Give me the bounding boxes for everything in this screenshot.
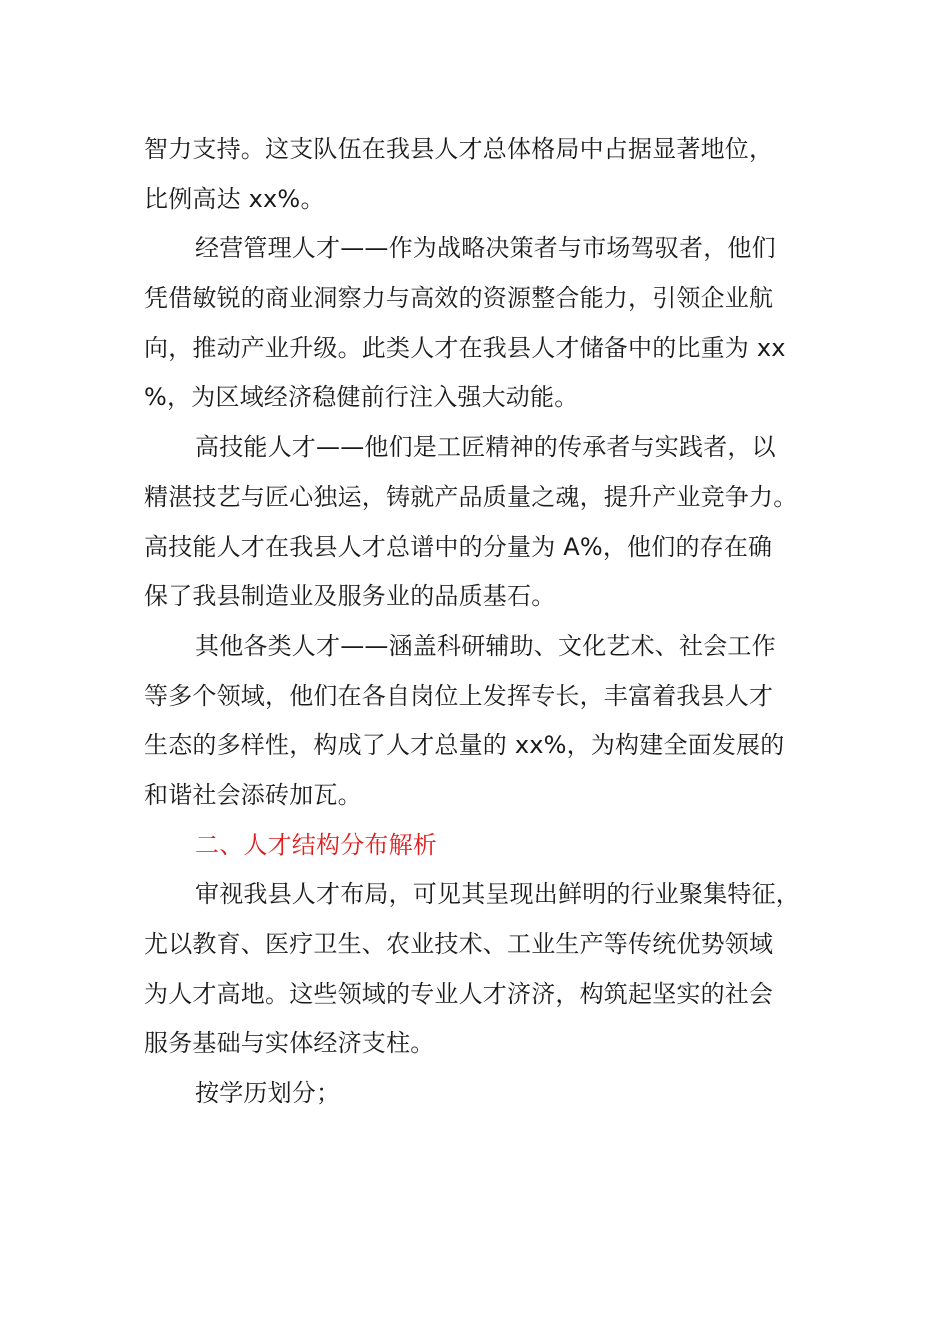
text-line: 精湛技艺与匠心独运，铸就产品质量之魂，提升产业竞争力。 (144, 482, 798, 511)
text-line: 和谐社会添砖加瓦。 (144, 780, 362, 809)
paragraph-start-line: 高技能人才——他们是工匠精神的传承者与实践者，以 (195, 433, 776, 462)
text-line: 智力支持。这支队伍在我县人才总体格局中占据显著地位， (144, 135, 774, 163)
text-line: %，为区域经济稳健前行注入强大动能。 (144, 383, 579, 412)
text-line: 尤以教育、医疗卫生、农业技术、工业生产等传统优势领域 (144, 930, 774, 958)
text-line: 保了我县制造业及服务业的品质基石。 (144, 582, 556, 611)
text-line: 比例高达 xx%。 (144, 184, 325, 213)
paragraph-start-line: 经营管理人才——作为战略决策者与市场驾驭者，他们 (195, 234, 776, 263)
text-line: 等多个领域，他们在各自岗位上发挥专长，丰富着我县人才 (144, 681, 774, 710)
paragraph-start-line: 审视我县人才布局，可见其呈现出鲜明的行业聚集特征， (195, 880, 800, 909)
paragraph-start-line: 按学历划分； (195, 1079, 341, 1108)
document-page (144, 125, 814, 1119)
text-line: 为人才高地。这些领域的专业人才济济，构筑起坚实的社会 (144, 979, 774, 1008)
section-heading: 二、人才结构分布解析 (195, 830, 437, 859)
text-line: 生态的多样性，构成了人才总量的 xx%，为构建全面发展的 (144, 731, 785, 760)
text-line: 服务基础与实体经济支柱。 (144, 1029, 435, 1058)
text-line: 向，推动产业升级。此类人才在我县人才储备中的比重为 xx (144, 333, 786, 362)
paragraph-start-line: 其他各类人才——涵盖科研辅助、文化艺术、社会工作 (195, 631, 776, 660)
text-line: 高技能人才在我县人才总谱中的分量为 A%，他们的存在确 (144, 532, 773, 561)
text-line: 凭借敏锐的商业洞察力与高效的资源整合能力，引领企业航 (144, 284, 774, 313)
